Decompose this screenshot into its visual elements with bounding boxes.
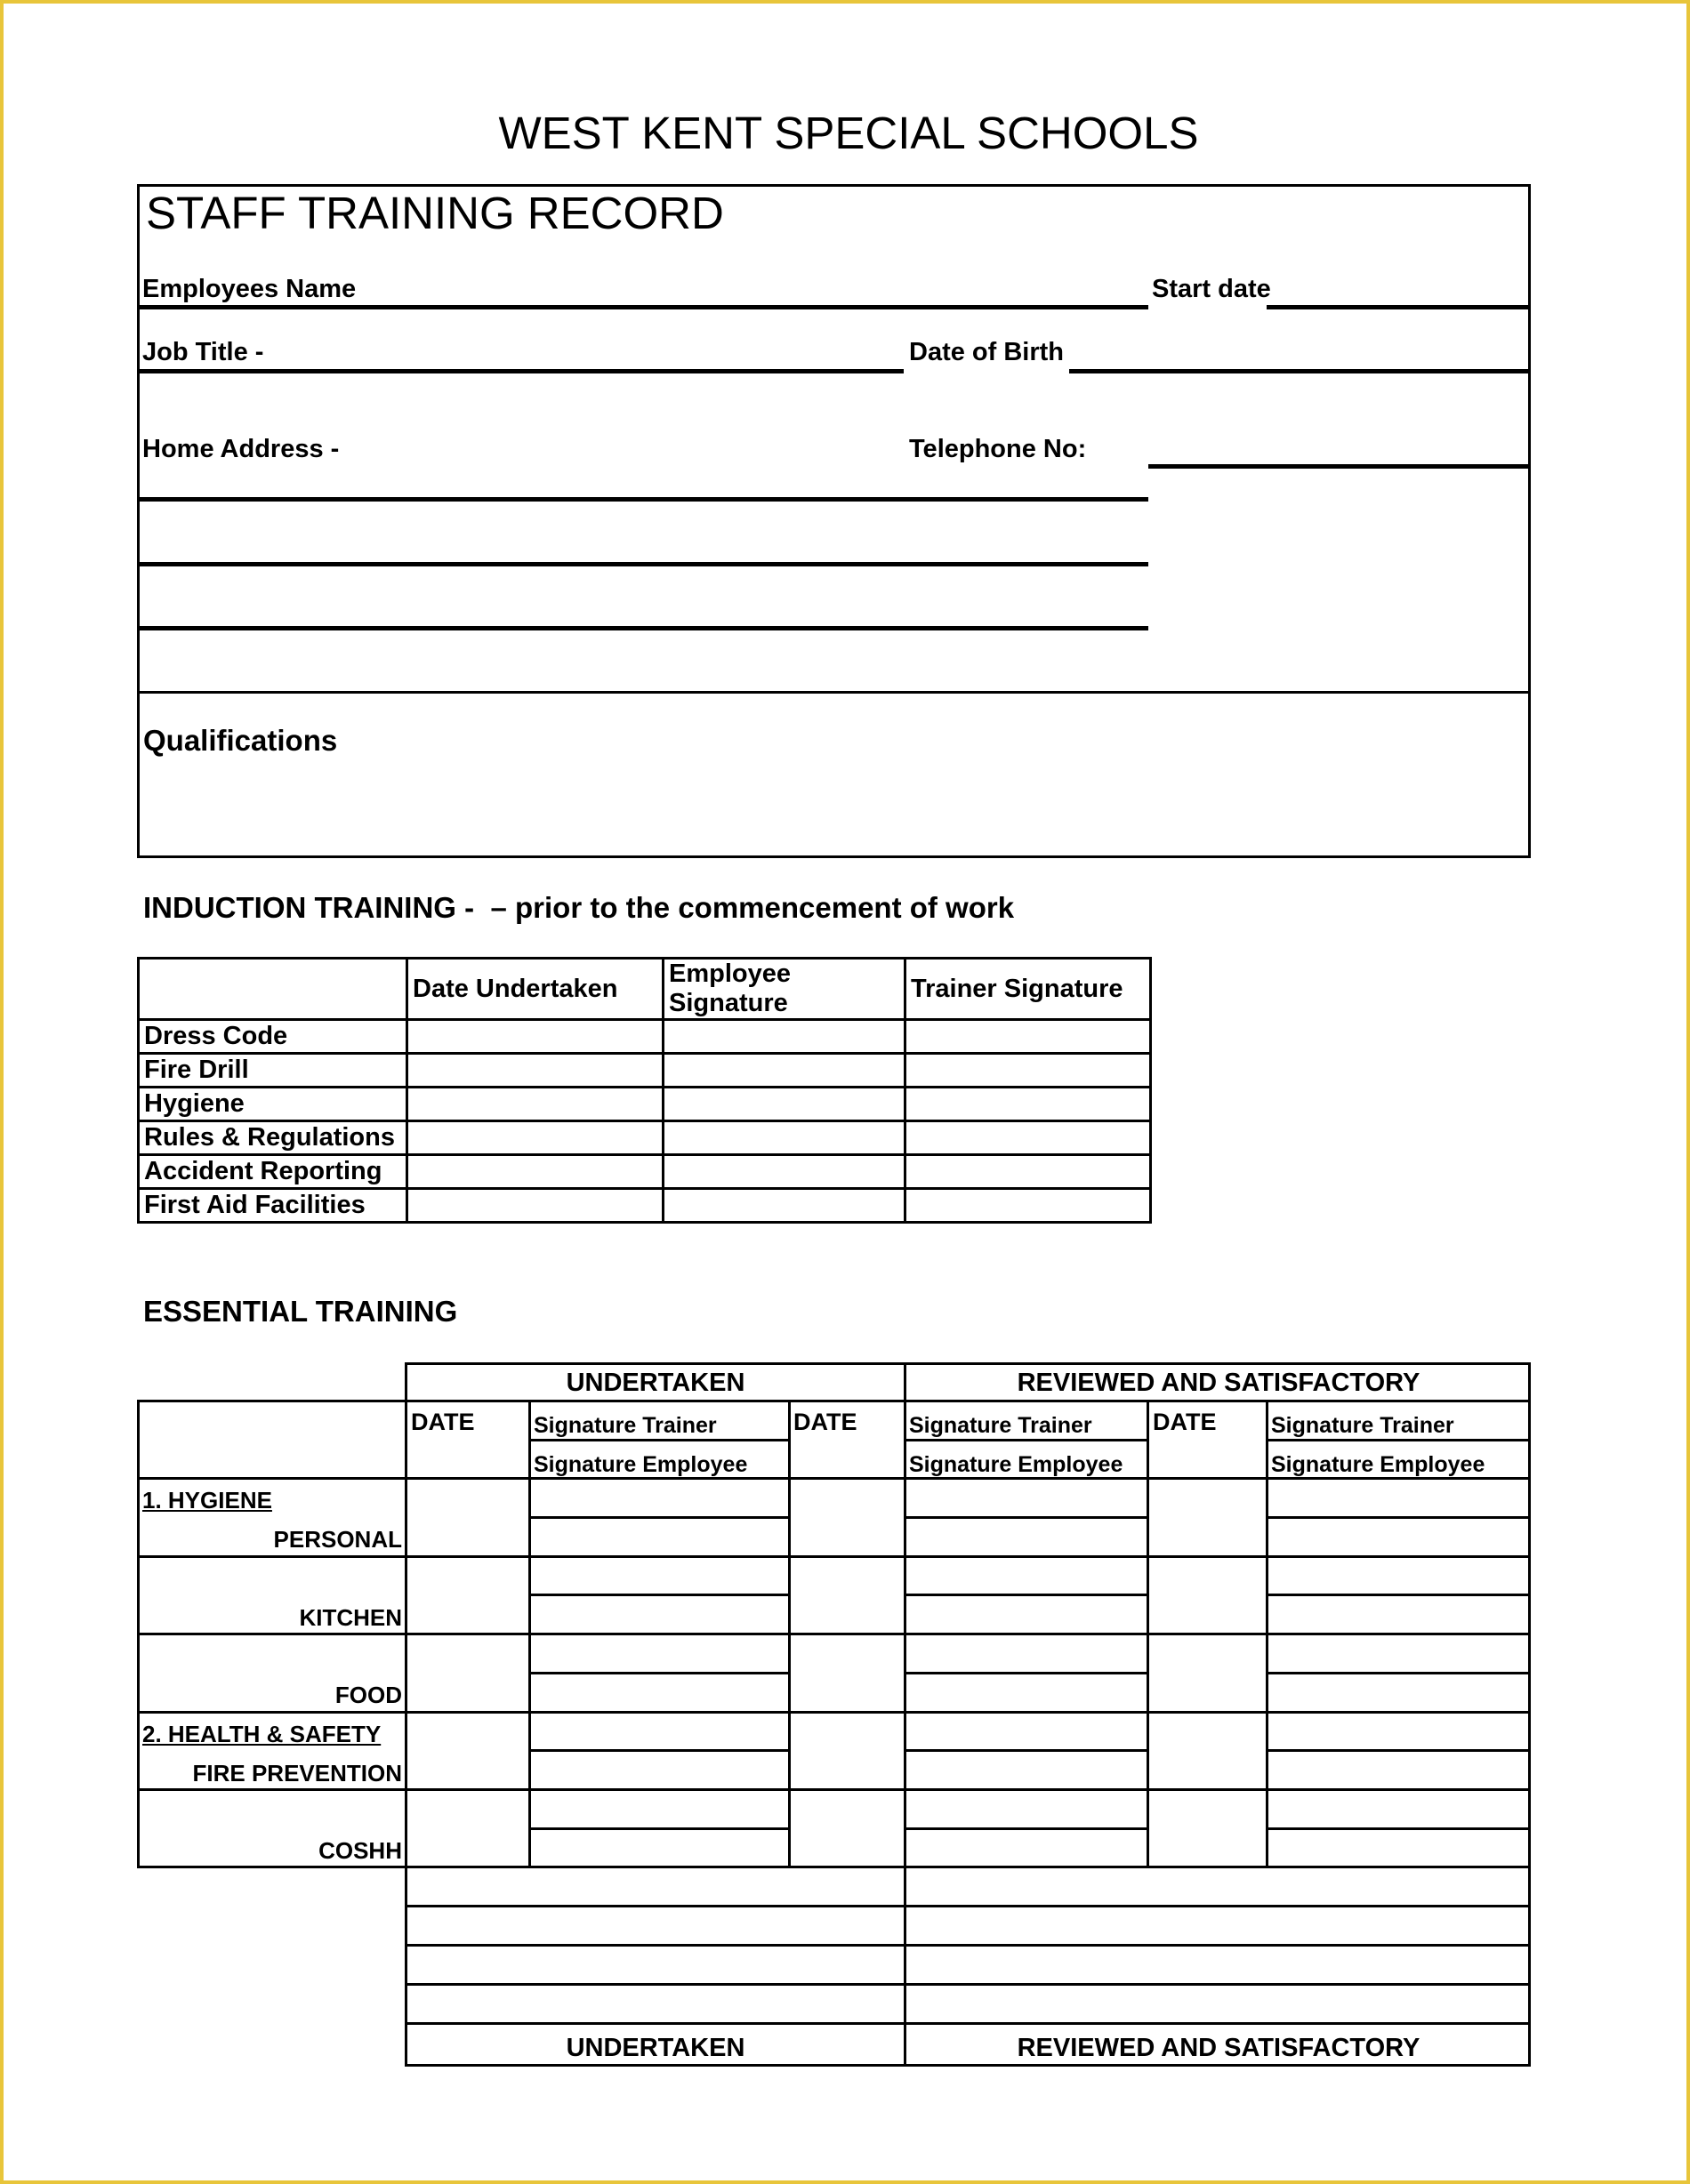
induction-date-cell[interactable] (407, 1054, 664, 1088)
sig-half-line (1266, 1827, 1531, 1830)
sig-trainer-header-2: Signature Trainer (909, 1413, 1092, 1438)
table-row (139, 1189, 1151, 1223)
sig-half-line (1266, 1672, 1531, 1674)
sig-half-line (904, 1516, 1149, 1519)
induction-table (137, 957, 1152, 1224)
induction-date-cell[interactable] (407, 1020, 664, 1054)
induction-employee-signature-cell[interactable] (664, 1054, 905, 1088)
blank-row-line (405, 1866, 1531, 1868)
blank-row-line (405, 1905, 1531, 1907)
induction-employee-signature-cell[interactable] (664, 1155, 905, 1189)
table-row (139, 1020, 1151, 1054)
telephone-label: Telephone No: (909, 435, 1087, 463)
sig-half-line (904, 1827, 1149, 1830)
sig-employee-header-3: Signature Employee (1271, 1452, 1485, 1477)
sig-half-line (1266, 1594, 1531, 1596)
header-sig-divider (1266, 1439, 1531, 1441)
induction-row-label: Hygiene (139, 1088, 407, 1121)
undertaken-header: UNDERTAKEN (566, 1369, 745, 1397)
qualifications-divider (137, 691, 1531, 694)
group-line (138, 1788, 1531, 1791)
undertaken-reviewed-divider (904, 1362, 906, 2067)
group-item-food: FOOD (334, 1682, 402, 1708)
induction-header-trainer-signature: Trainer Signature (905, 959, 1151, 1020)
induction-row-label: Rules & Regulations (139, 1121, 407, 1155)
induction-trainer-signature-cell[interactable] (905, 1054, 1151, 1088)
telephone-line[interactable] (1148, 464, 1531, 469)
employees-name-line[interactable] (137, 305, 1148, 309)
sig-trainer-header-3: Signature Trainer (1271, 1413, 1454, 1438)
group-heading-hygiene: 1. HYGIENE (142, 1487, 272, 1514)
undertaken-date2-header: DATE (793, 1409, 857, 1435)
induction-header-row (139, 959, 1151, 1020)
group-line (138, 1711, 1531, 1714)
footer-undertaken: UNDERTAKEN (566, 2034, 745, 2062)
induction-trainer-signature-cell[interactable] (905, 1189, 1151, 1223)
induction-employee-signature-cell[interactable] (664, 1189, 905, 1223)
group-item-personal: PERSONAL (273, 1526, 402, 1553)
address-line-2[interactable] (137, 562, 1148, 566)
table-row (139, 1088, 1151, 1121)
sig-half-line (528, 1594, 791, 1596)
sig-half-line (528, 1516, 791, 1519)
footer-reviewed: REVIEWED AND SATISFACTORY (1017, 2034, 1420, 2062)
sig-half-line (1266, 1516, 1531, 1519)
sig-trainer-header-1: Signature Trainer (534, 1413, 717, 1438)
header-sig-divider (904, 1439, 1149, 1441)
induction-trainer-signature-cell[interactable] (905, 1088, 1151, 1121)
induction-row-label: Fire Drill (139, 1054, 407, 1088)
induction-header-date: Date Undertaken (407, 959, 664, 1020)
home-address-label: Home Address - (142, 435, 340, 463)
sig-half-line (528, 1672, 791, 1674)
induction-date-cell[interactable] (407, 1121, 664, 1155)
induction-header-blank (139, 959, 407, 1020)
induction-row-label: First Aid Facilities (139, 1189, 407, 1223)
date-of-birth-line[interactable] (1069, 369, 1531, 373)
address-line-1[interactable] (137, 497, 1148, 502)
job-title-line[interactable] (137, 369, 904, 373)
job-title-label: Job Title - (142, 338, 264, 366)
induction-row-label: Accident Reporting (139, 1155, 407, 1189)
induction-employee-signature-cell[interactable] (664, 1020, 905, 1054)
group-item-coshh: COSHH (318, 1837, 402, 1864)
sig-half-line (904, 1594, 1149, 1596)
induction-date-cell[interactable] (407, 1155, 664, 1189)
start-date-label: Start date (1152, 275, 1271, 303)
employees-name-label: Employees Name (142, 275, 357, 303)
blank-row-line (405, 1983, 1531, 1986)
sig-employee-header-1: Signature Employee (534, 1452, 748, 1477)
qualifications-label: Qualifications (143, 724, 338, 757)
start-date-line[interactable] (1267, 305, 1531, 309)
induction-employee-signature-cell[interactable] (664, 1088, 905, 1121)
date-of-birth-label: Date of Birth (909, 338, 1064, 366)
group-line (138, 1555, 1531, 1558)
record-heading: STAFF TRAINING RECORD (146, 188, 724, 238)
group-item-kitchen: KITCHEN (299, 1604, 402, 1631)
essential-header-line (138, 1400, 1531, 1402)
group-item-fire-prevention: FIRE PREVENTION (192, 1760, 402, 1787)
address-line-3[interactable] (137, 626, 1148, 630)
sig-half-line (904, 1749, 1149, 1752)
induction-trainer-signature-cell[interactable] (905, 1020, 1151, 1054)
sig-half-line (904, 1672, 1149, 1674)
sig-employee-header-2: Signature Employee (909, 1452, 1123, 1477)
table-row (139, 1054, 1151, 1088)
induction-header-employee-signature: Employee Signature (664, 959, 905, 1020)
header-sig-divider (528, 1439, 791, 1441)
table-row (139, 1121, 1151, 1155)
undertaken-date-header: DATE (411, 1409, 475, 1435)
group-line (138, 1633, 1531, 1635)
induction-date-cell[interactable] (407, 1189, 664, 1223)
essential-heading: ESSENTIAL TRAINING (143, 1295, 458, 1328)
induction-trainer-signature-cell[interactable] (905, 1121, 1151, 1155)
induction-employee-signature-cell[interactable] (664, 1121, 905, 1155)
group-heading-health-safety: 2. HEALTH & SAFETY (142, 1721, 382, 1747)
sig-half-line (528, 1827, 791, 1830)
page-title: WEST KENT SPECIAL SCHOOLS (498, 108, 1199, 158)
induction-row-label: Dress Code (139, 1020, 407, 1054)
group-line (138, 1477, 1531, 1480)
induction-trainer-signature-cell[interactable] (905, 1155, 1151, 1189)
sig-half-line (1266, 1749, 1531, 1752)
blank-row-line (405, 2022, 1531, 2025)
reviewed-date-header: DATE (1153, 1409, 1217, 1435)
blank-row-line (405, 1944, 1531, 1947)
induction-date-cell[interactable] (407, 1088, 664, 1121)
induction-heading: INDUCTION TRAINING - – prior to the commencement of work (143, 891, 1015, 924)
sig-half-line (528, 1749, 791, 1752)
reviewed-header: REVIEWED AND SATISFACTORY (1017, 1369, 1420, 1397)
table-row (139, 1155, 1151, 1189)
